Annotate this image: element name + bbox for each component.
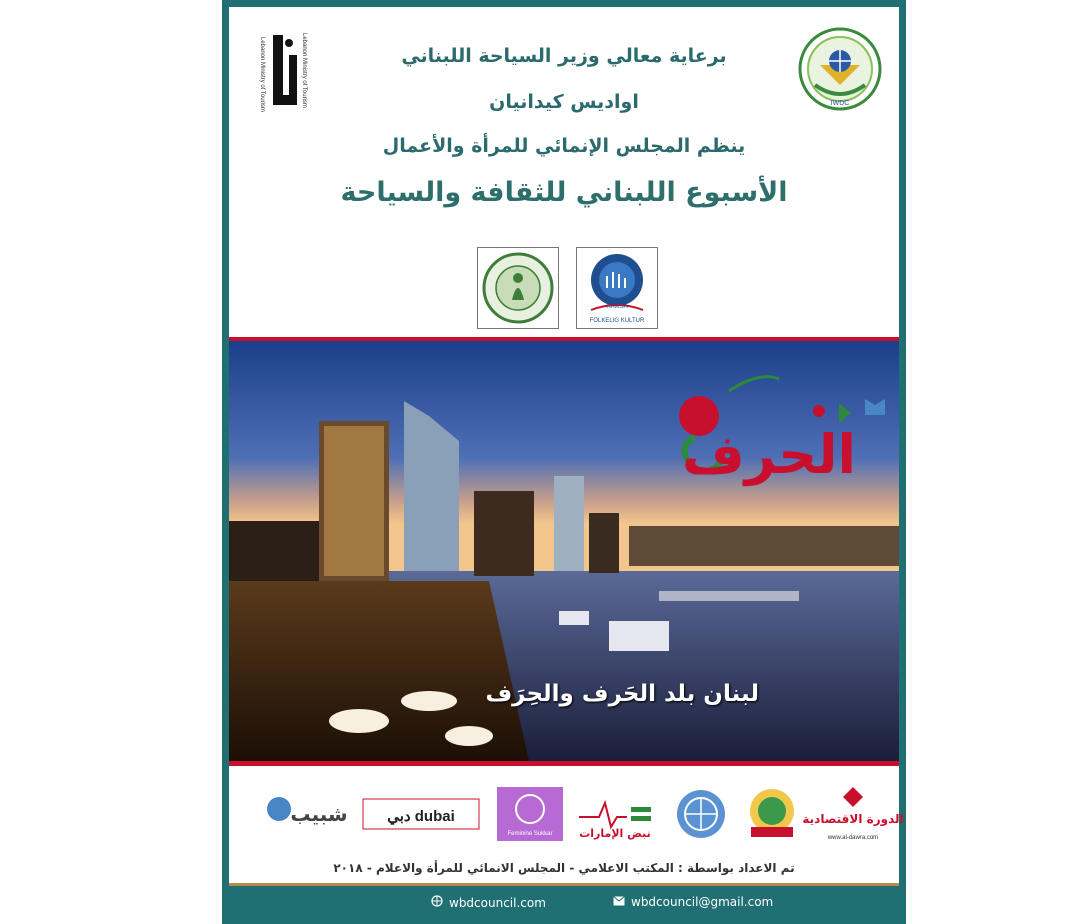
poster-inner [229, 7, 904, 917]
email-link[interactable]: wbdcouncil@gmail.com [631, 895, 774, 909]
website-item[interactable] [431, 895, 546, 910]
prepared-by-credit: تم الاعداد بواسطة : المكتب الاعلامي - المجلس الانمائي للمرأة والاعلام - ٢٠١٨ [333, 861, 795, 875]
sponsor-nabd [575, 783, 655, 845]
minister-name: اواديس كيدانيان [489, 91, 639, 113]
website-link[interactable]: wbdcouncil.com [449, 895, 546, 910]
hamsa-label: HAMSA [606, 304, 628, 310]
council-abbr: IWDC [830, 100, 850, 107]
sponsor-dawra-url: www.al-dawra.com [827, 835, 879, 841]
organizer-line: ينظم المجلس الإنمائي للمرأة والأعمال [382, 135, 746, 157]
slogan: لبنان بلد الحَرف والحِرَف [485, 681, 759, 707]
footer-bar [229, 883, 899, 917]
svg-text:Lebanon Ministry of Tourism: Lebanon Ministry of Tourism [259, 37, 265, 112]
poster [222, 0, 906, 924]
sponsor-nabd-text: نبض الإمارات [579, 827, 651, 840]
mail-icon [613, 895, 625, 909]
brand-text: الحرف [681, 423, 857, 486]
sponsor-feminine-text: Feminine Sukkar [507, 831, 553, 837]
sponsor-dubai-text: دبي dubai [387, 808, 455, 825]
footer-gold-rule [229, 883, 899, 886]
folkelig-label: FOLKELIG KULTUR [589, 318, 645, 324]
email-item[interactable] [613, 895, 773, 909]
globe-icon [431, 895, 443, 910]
partner-logo-arbal [477, 247, 559, 329]
svg-text:Lebanon Ministry of Tourism: Lebanon Ministry of Tourism [301, 33, 307, 108]
sponsor-shabeeb-text: شبيب [290, 802, 348, 826]
sponsor-dawra [802, 783, 904, 845]
sponsor-dawra-text: الدورة الاقتصادية [802, 812, 904, 826]
patronage-line: برعاية معالي وزير السياحة اللبناني [401, 45, 727, 67]
sponsor-arab-group [741, 783, 803, 845]
partner-logo-hamsa [576, 247, 658, 329]
event-title: الأسبوع اللبناني للثقافة والسياحة [340, 177, 788, 208]
sponsor-logos [229, 783, 904, 853]
sponsor-feminine [497, 783, 563, 845]
sponsor-un-emblem [671, 783, 731, 845]
sponsor-shabeeb [259, 783, 349, 845]
sponsor-dubai [361, 783, 481, 845]
red-divider-bottom [229, 761, 899, 766]
